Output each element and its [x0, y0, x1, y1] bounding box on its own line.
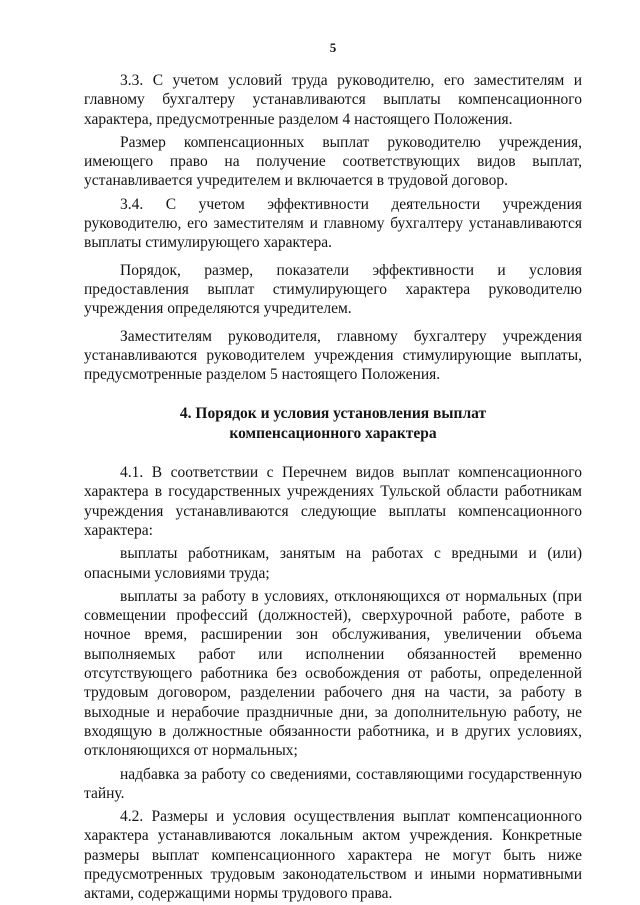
paragraph-3-3: 3.3. С учетом условий труда руководителю, его заместителям и главному бухгалтеру устанавливаются выплаты компенсационного характера, предусмотренные разделом 4 настоящего Положения. [84, 72, 582, 128]
page-number: 5 [329, 40, 337, 55]
paragraph-4-1: 4.1. В соответствии с Перечнем видов выплат компенсационного характера в государственных учреждениях Тульской области работникам учреждения устанавливаются следующие выплаты компенсационного характера: [84, 464, 582, 539]
list-item-abnormal-conditions: выплаты за работу в условиях, отклоняющихся от нормальных (при совмещении профессий (должностей), сверхурочной работе, работе в ночное время, расширении зон обслуживания, увеличении объема выполняемых работ или исполнении обязанностей временно отсутствующего работника без освобождения от работы, определенной трудовым договором, разделении рабочего дня на части, за работу в выходные и нерабочие праздничные дни, за дополнительную работу, не входящую в должностные обязанности работника, и в других условиях, отклоняющихся от нормальных; [84, 587, 582, 760]
list-item-hazardous-conditions: выплаты работникам, занятым на работах с вредными и (или) опасными условиями труда; [84, 545, 582, 582]
paragraph-3-4: 3.4. С учетом эффективности деятельности учреждения руководителю, его заместителям и главному бухгалтеру устанавливаются выплаты стимулирующего характера. [84, 195, 582, 252]
section-4-heading-line-2: компенсационного характера [229, 424, 437, 442]
paragraph-compensation-size: Размер компенсационных выплат руководителю учреждения, имеющего право на получение соответствующих видов выплат, устанавливается учредителем и включается в трудовой договор. [84, 133, 582, 190]
paragraph-incentive-procedure: Порядок, размер, показатели эффективности и условия предоставления выплат стимулирующего характера руководителю учреждения определяются учредителем. [84, 261, 582, 318]
section-4-heading [84, 404, 582, 443]
paragraph-deputies-incentives: Заместителям руководителя, главному бухгалтеру учреждения устанавливаются руководителем учреждения стимулирующие выплаты, предусмотренные разделом 5 настоящего Положения. [84, 327, 582, 384]
list-item-state-secret-allowance: надбавка за работу со сведениями, составляющими государственную тайну. [84, 765, 582, 802]
paragraph-4-2: 4.2. Размеры и условия осуществления выплат компенсационного характера устанавливаются локальным актом учреждения. Конкретные размеры выплат компенсационного характера не могут быть ниже предусмотренных трудовым законодательством и иными нормативными актами, содержащими нормы трудового права. [84, 808, 582, 903]
section-4-heading-line-1: 4. Порядок и условия установления выплат [179, 405, 487, 423]
